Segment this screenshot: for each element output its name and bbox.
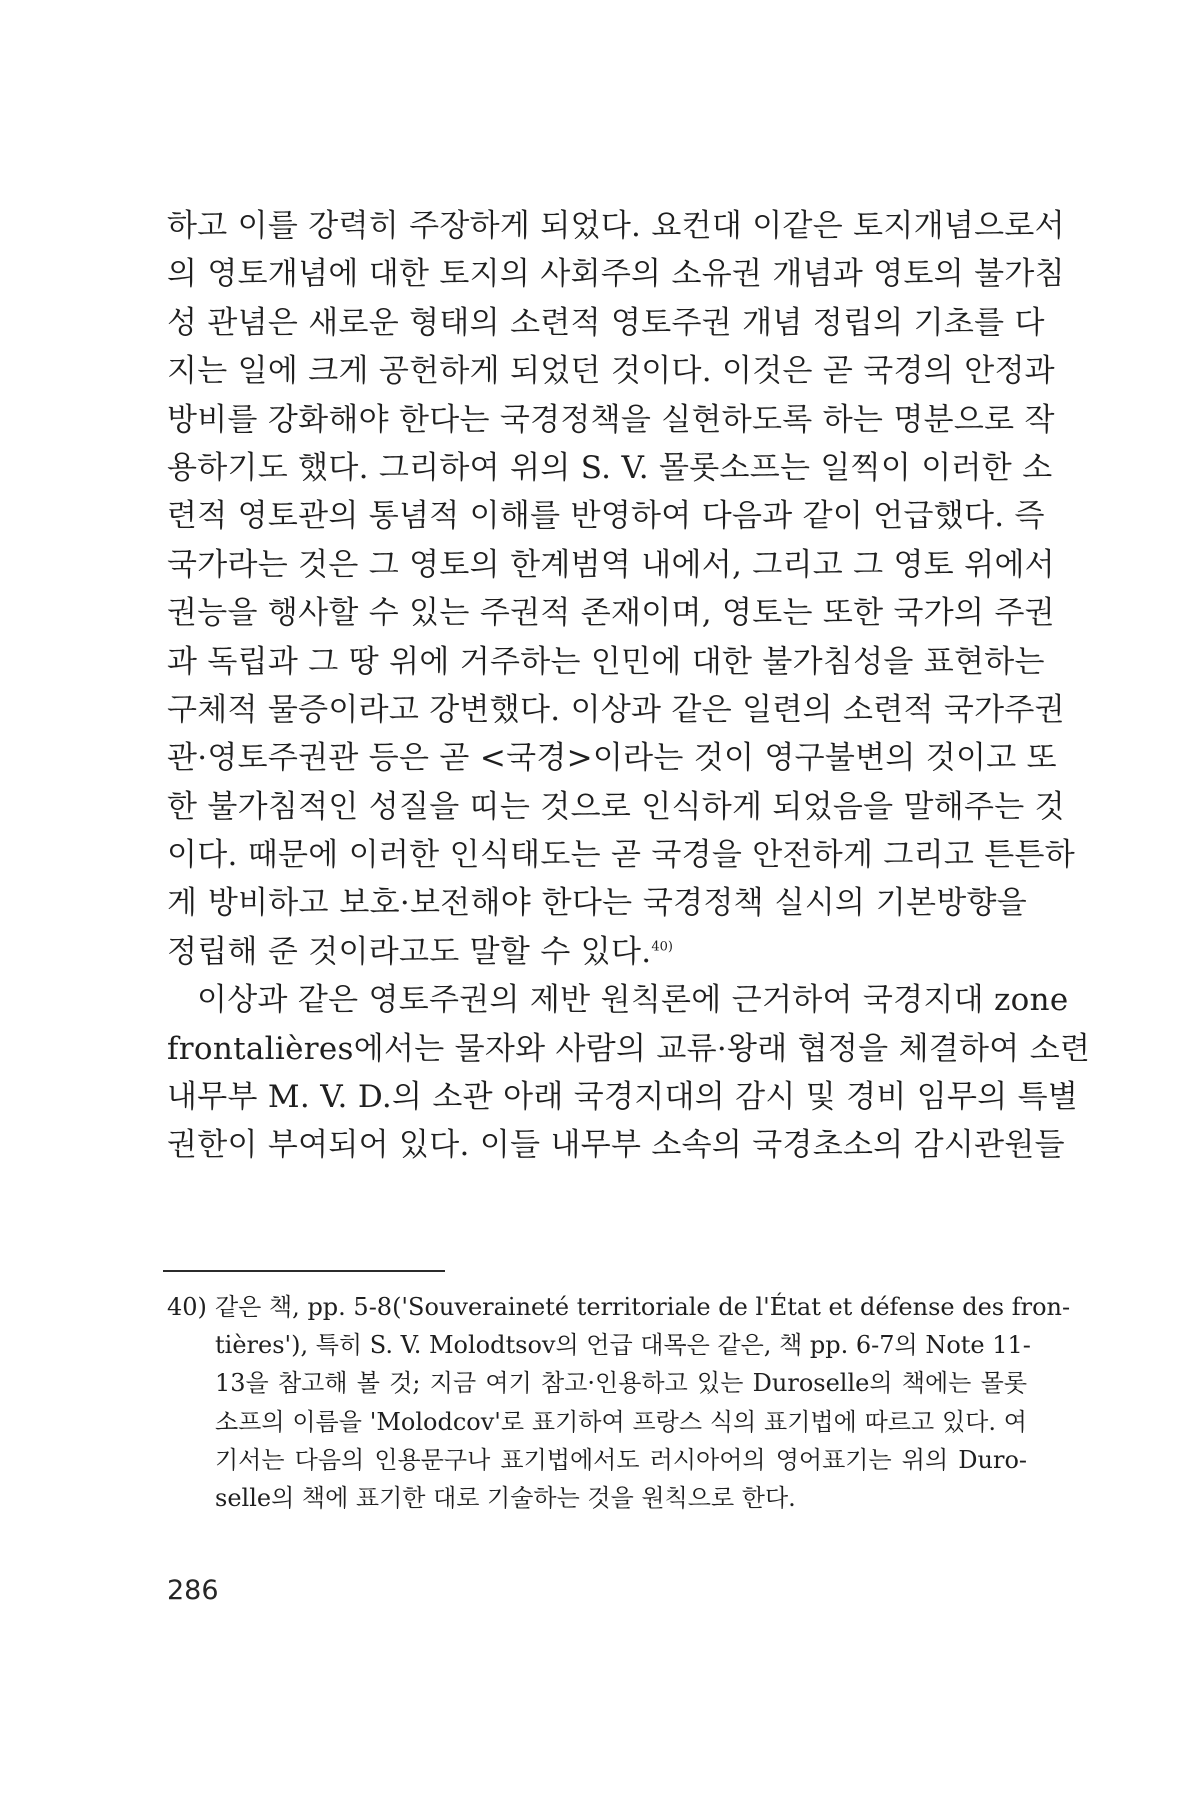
footnote-divider	[163, 1270, 445, 1272]
body-line: 용하기도 했다. 그리하여 위의 S. V. 몰롯소프는 일찍이 이러한 소	[167, 449, 1053, 486]
body-line: 하고 이를 강력히 주장하게 되었다. 요컨대 이같은 토지개념으로서	[167, 208, 1065, 244]
body-line: 국가라는 것은 그 영토의 한계범역 내에서, 그리고 그 영토 위에서	[167, 546, 1055, 583]
footnote-line: 같은 책, pp. 5-8('Souveraineté territoriale de l'État et défense des fron-	[215, 1293, 1071, 1321]
body-line: 구체적 물증이라고 강변했다. 이상과 같은 일련의 소련적 국가주권	[167, 691, 1065, 728]
body-line: 이다. 때문에 이러한 인식태도는 곧 국경을 안전하게 그리고 튼튼하	[167, 837, 1076, 874]
footnote-line: tières'), 특히 S. V. Molodtsov의 언급 대목은 같은, 책 pp. 6-7의 Note 11-	[215, 1331, 1031, 1360]
footnote-line: 13을 참고해 볼 것; 지금 여기 참고·인용하고 있는 Duroselle의 책에는 몰롯	[215, 1369, 1027, 1398]
page-number: 286	[167, 1575, 219, 1606]
footnote-line: 소프의 이름을 'Molodcov'로 표기하여 프랑스 식의 표기법에 따르고 있다. 여	[215, 1407, 1027, 1436]
body-line: frontalières에서는 물자와 사람의 교류·왕래 협정을 체결하여 소련	[167, 1030, 1091, 1067]
body-line: 지는 일에 크게 공헌하게 되었던 것이다. 이것은 곧 국경의 안정과	[167, 353, 1055, 390]
footnote-line: 기서는 다음의 인용문구나 표기법에서도 러시아어의 영어표기는 위의 Duro-	[215, 1445, 1027, 1474]
footnote-40	[167, 1288, 1071, 1517]
paragraph-last-line	[167, 928, 1027, 976]
body-line: 게 방비하고 보호·보전해야 한다는 국경정책 실시의 기본방향을	[167, 885, 1027, 922]
body-line: 권능을 행사할 수 있는 주권적 존재이며, 영토는 또한 국가의 주권	[167, 595, 1055, 632]
body-line-text: 정립해 준 것이라고도 말할 수 있다.	[167, 933, 652, 970]
body-line: 관·영토주권관 등은 곧 <국경>이라는 것이 영구불변의 것이고 또	[167, 740, 1057, 777]
body-line: 내무부 M. V. D.의 소관 아래 국경지대의 감시 및 경비 임무의 특별	[167, 1079, 1079, 1116]
body-line: 권한이 부여되어 있다. 이들 내무부 소속의 국경초소의 감시관원들	[167, 1127, 1065, 1164]
body-text	[167, 202, 1091, 1170]
body-line: 한 불가침적인 성질을 띠는 것으로 인식하게 되었음을 말해주는 것	[167, 788, 1065, 825]
body-line: 성 관념은 새로운 형태의 소련적 영토주권 개념 정립의 기초를 다	[167, 304, 1045, 341]
body-line: 과 독립과 그 땅 위에 거주하는 인민에 대한 불가침성을 표현하는	[167, 643, 1045, 680]
footnote-line: selle의 책에 표기한 대로 기술하는 것을 원칙으로 한다.	[215, 1483, 796, 1512]
body-line: 련적 영토관의 통념적 이해를 반영하여 다음과 같이 언급했다. 즉	[167, 498, 1045, 535]
footnote-reference: 40)	[651, 939, 673, 955]
footnote-number: 40)	[167, 1293, 207, 1321]
body-line: 의 영토개념에 대한 토지의 사회주의 소유권 개념과 영토의 불가침	[167, 256, 1065, 293]
body-line-indented: 이상과 같은 영토주권의 제반 원칙론에 근거하여 국경지대 zone	[197, 982, 1069, 1019]
footnotes	[167, 1288, 1071, 1517]
body-line: 방비를 강화해야 한다는 국경정책을 실현하도록 하는 명분으로 작	[167, 401, 1055, 438]
